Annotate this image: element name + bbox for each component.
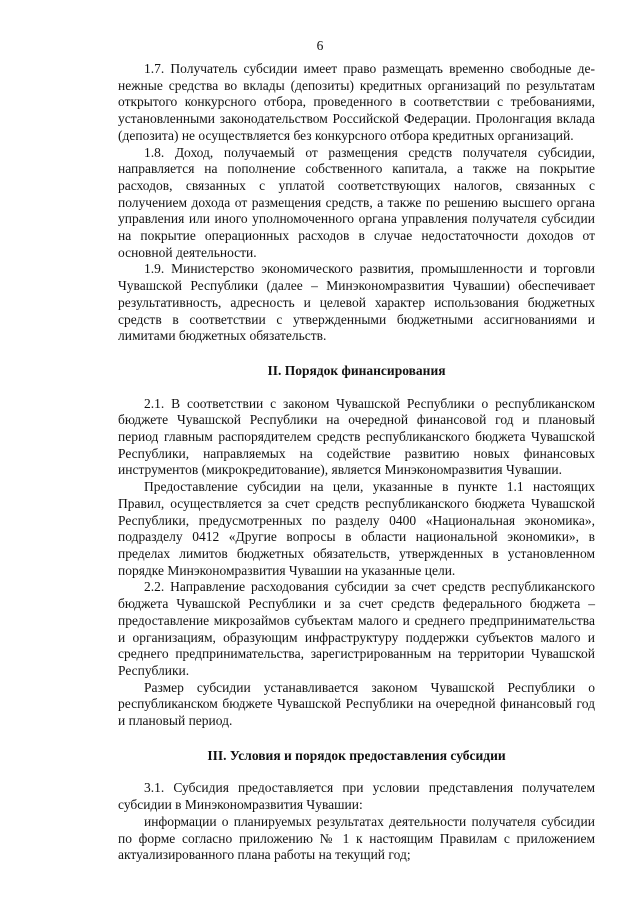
paragraph-2-1: 2.1. В соответствии с законом Чувашской Республики о республиканском бюджете Чувашской Республики на очередной финансовой год и плановый период главным распорядителем средств республиканского бюджета Чувашской Республики, направляемых на содействие развитию новых финансовых инструментов (микрокредитование), является Минэкономразвития Чувашии. <box>118 395 595 478</box>
section-heading-conditions: III. Условия и порядок предоставления субсидии <box>207 747 506 763</box>
paragraph-2-2-b: Размер субсидии устанавливается законом Чувашской Республики о республиканском бюджете Чувашской Республики на очередной финансовый год и плановый период. <box>118 679 595 729</box>
paragraph-2-2: 2.2. Направление расходования субсидии за счет средств республиканского бюджета Чувашской Республики и за счет средств федерального бюджета – предоставление микрозаймов субъектам малого и среднего предпринимательства и организациям, образующим инфраструктуру поддержки субъектов малого и среднего предпринимательства, зарегистрированным на территории Чувашской Республики. <box>118 579 595 678</box>
paragraph-2-1-b: Предоставление субсидии на цели, указанные в пункте 1.1 настоящих Правил, осуществляется за счет средств республиканского бюджета Чувашской Республики, предусмотренных по разделу 0400 «Национальная экономика», подразделу 0412 «Другие вопросы в области национальной экономики», в пределах лимитов бюджетных обязательств, утвержденных в установленном порядке Минэкономразвития Чувашии на указанные цели. <box>118 479 595 578</box>
paragraph-1-7: 1.7. Получатель субсидии имеет право размещать временно свободные денежные средства во вклады (депозиты) кредитных организаций по результатам открытого конкурсного отбора, проведенного в соответствии с требованиями, установленными законодательством Российской Федерации. Пролонгация вклада (депозита) не осуществляется без конкурсного отбора кредитных организаций. <box>118 61 595 143</box>
document-body <box>118 61 595 864</box>
paragraph-1-8: 1.8. Доход, получаемый от размещения средств получателя субсидии, направляется на пополнение собственного капитала, а также на покрытие расходов, связанных с уплатой соответствующих налогов, связанных с получением дохода от размещения средств, а также по решению высшего органа управления или иного уполномоченного органа управления получателя субсидии на покрытие операционных расходов в случае недостаточности доходов от основной деятельности. <box>118 144 595 260</box>
section-heading-financing: II. Порядок финансирования <box>267 362 446 378</box>
paragraph-3-1-a: информации о планируемых результатах деятельности получателя субсидии по форме согласно приложению № 1 к настоящим Правилам с приложением актуализированного плана работы на текущий год; <box>118 813 595 863</box>
paragraph-1-9: 1.9. Министерство экономического развития, промышленности и торговли Чувашской Республики (далее – Минэкономразвития Чувашии) обеспечивает результативность, адресность и целевой характер использования бюджетных средств в соответствии с утвержденными бюджетными ассигнованиями и лимитами бюджетных обязательств. <box>118 261 595 344</box>
page-number: 6 <box>316 38 324 53</box>
paragraph-3-1: 3.1. Субсидия предоставляется при условии представления получателем субсидии в Минэкономразвития Чувашии: <box>118 780 595 813</box>
